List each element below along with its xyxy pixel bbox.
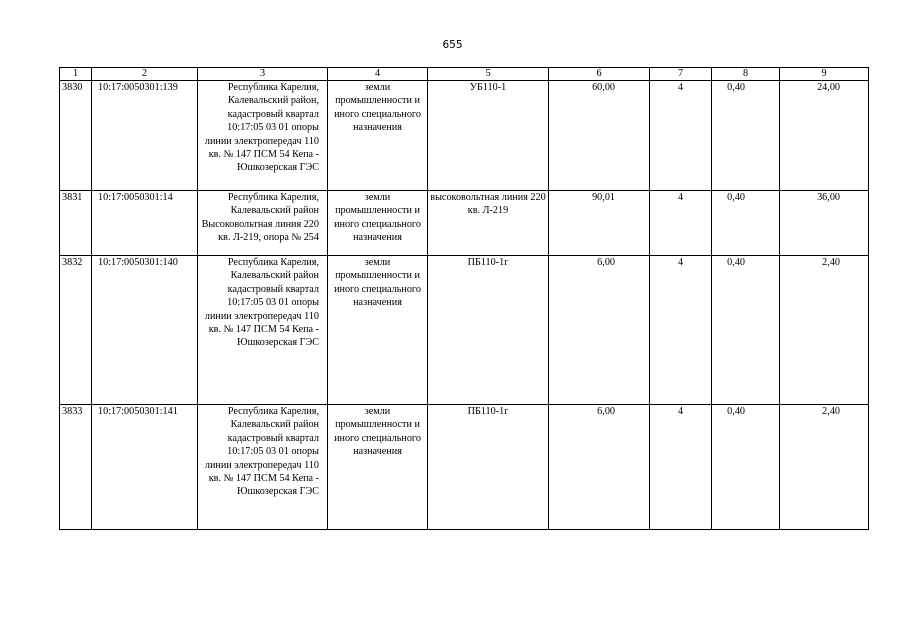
table-row <box>60 191 869 256</box>
object-type: ПБ110-1г <box>428 405 549 530</box>
row-id: 3830 <box>60 81 92 191</box>
table-header-row <box>60 68 869 81</box>
column-header: 2 <box>92 68 198 81</box>
cadastral-number: 10:17:0050301:141 <box>92 405 198 530</box>
cell-col6: 90,01 <box>549 191 650 256</box>
cell-col7: 4 <box>650 256 712 405</box>
row-id: 3832 <box>60 256 92 405</box>
cell-col9: 24,00 <box>780 81 869 191</box>
cell-col6: 6,00 <box>549 256 650 405</box>
cadastral-number: 10:17:0050301:139 <box>92 81 198 191</box>
column-header: 8 <box>712 68 780 81</box>
cadastral-number: 10:17:0050301:140 <box>92 256 198 405</box>
column-header: 1 <box>60 68 92 81</box>
column-header: 4 <box>328 68 428 81</box>
column-header: 5 <box>428 68 549 81</box>
cell-col8: 0,40 <box>712 405 780 530</box>
column-header: 7 <box>650 68 712 81</box>
column-header: 3 <box>198 68 328 81</box>
land-category: земли промышленности и иного специального назначения <box>328 405 428 530</box>
cell-col7: 4 <box>650 191 712 256</box>
table-row <box>60 81 869 191</box>
cell-col9: 2,40 <box>780 256 869 405</box>
land-category: земли промышленности и иного специального назначения <box>328 191 428 256</box>
object-type: УБ110-1 <box>428 81 549 191</box>
cell-col9: 2,40 <box>780 405 869 530</box>
object-type: ПБ110-1г <box>428 256 549 405</box>
cell-col8: 0,40 <box>712 256 780 405</box>
row-id: 3833 <box>60 405 92 530</box>
address: Республика Карелия, Калевальский район, кадастровый квартал 10:17:05 03 01 опоры линии электропередач 110 кв. № 147 ПСМ 54 Кепа - Юшкозерская ГЭС <box>198 81 328 191</box>
land-category: земли промышленности и иного специального назначения <box>328 81 428 191</box>
page-number: 655 <box>442 39 463 51</box>
land-category: земли промышленности и иного специального назначения <box>328 256 428 405</box>
address: Республика Карелия, Калевальский район кадастровый квартал 10:17:05 03 01 опоры линии электропередач 110 кв. № 147 ПСМ 54 Кепа - Юшкозерская ГЭС <box>198 405 328 530</box>
cell-col6: 6,00 <box>549 405 650 530</box>
cell-col8: 0,40 <box>712 191 780 256</box>
row-id: 3831 <box>60 191 92 256</box>
cell-col7: 4 <box>650 81 712 191</box>
cell-col7: 4 <box>650 405 712 530</box>
column-header: 6 <box>549 68 650 81</box>
table-row <box>60 256 869 405</box>
land-plots-table <box>59 67 869 530</box>
cell-col8: 0,40 <box>712 81 780 191</box>
cadastral-number: 10:17:0050301:14 <box>92 191 198 256</box>
address: Республика Карелия, Калевальский район кадастровый квартал 10:17:05 03 01 опоры линии электропередач 110 кв. № 147 ПСМ 54 Кепа - Юшкозерская ГЭС <box>198 256 328 405</box>
address: Республика Карелия, Калевальский район Высоковольтная линия 220 кв. Л-219, опора № 254 <box>198 191 328 256</box>
cell-col9: 36,00 <box>780 191 869 256</box>
object-type: высоковольтная линия 220 кв. Л-219 <box>428 191 549 256</box>
cell-col6: 60,00 <box>549 81 650 191</box>
column-header: 9 <box>780 68 869 81</box>
table-row <box>60 405 869 530</box>
